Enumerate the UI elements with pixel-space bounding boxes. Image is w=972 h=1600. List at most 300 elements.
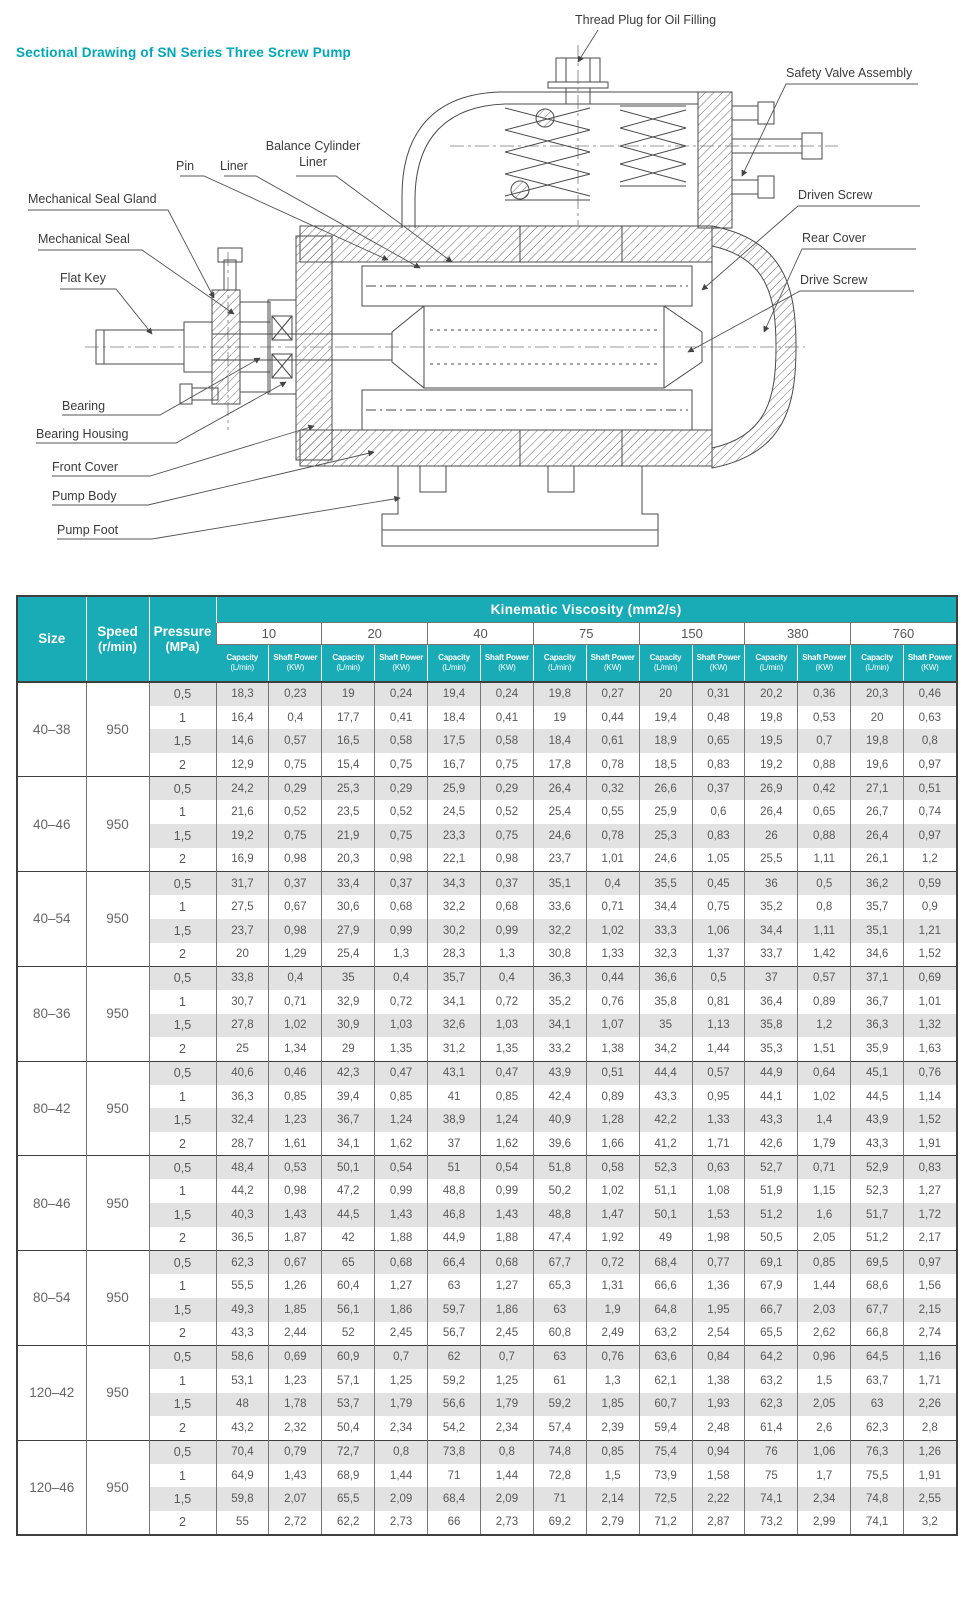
capacity-value: 64,8: [639, 1298, 692, 1322]
shaft-power-value: 1,28: [586, 1108, 639, 1132]
subheader-capacity: Capacity (L/min): [851, 644, 904, 682]
shaft-power-value: 1,71: [692, 1132, 745, 1156]
capacity-value: 19,4: [639, 706, 692, 730]
capacity-value: 26,9: [745, 777, 798, 801]
capacity-value: 19,2: [745, 753, 798, 777]
subheader-shaft-power: Shaft Power (KW): [375, 644, 428, 682]
shaft-power-value: 2,73: [375, 1511, 428, 1535]
shaft-power-value: 0,68: [375, 1251, 428, 1275]
capacity-value: 68,9: [322, 1464, 375, 1488]
capacity-value: 36,3: [851, 1014, 904, 1038]
shaft-power-value: 1,23: [269, 1369, 322, 1393]
shaft-power-value: 0,83: [904, 1156, 957, 1180]
capacity-value: 19,4: [428, 682, 481, 706]
shaft-power-value: 2,07: [269, 1487, 322, 1511]
capacity-value: 46,8: [428, 1203, 481, 1227]
capacity-value: 43,9: [533, 1061, 586, 1085]
capacity-value: 41: [428, 1085, 481, 1109]
label-pin: Pin: [176, 159, 195, 173]
performance-table: [16, 595, 958, 1536]
shaft-power-value: 0,51: [904, 777, 957, 801]
shaft-power-value: 1,62: [375, 1132, 428, 1156]
shaft-power-value: 0,58: [480, 729, 533, 753]
capacity-value: 27,5: [216, 895, 269, 919]
capacity-value: 73,9: [639, 1464, 692, 1488]
capacity-value: 44,9: [745, 1061, 798, 1085]
capacity-value: 17,8: [533, 753, 586, 777]
performance-table-wrap: [16, 595, 958, 1536]
table-row: [17, 1298, 957, 1322]
capacity-value: 43,3: [216, 1322, 269, 1346]
capacity-value: 26,4: [851, 824, 904, 848]
shaft-power-value: 0,75: [269, 824, 322, 848]
capacity-value: 50,1: [322, 1156, 375, 1180]
capacity-value: 23,7: [216, 919, 269, 943]
capacity-value: 36,5: [216, 1227, 269, 1251]
capacity-value: 19,5: [745, 729, 798, 753]
shaft-power-value: 0,45: [692, 872, 745, 896]
shaft-power-value: 0,98: [269, 848, 322, 872]
shaft-power-value: 1,16: [904, 1345, 957, 1369]
capacity-value: 68,4: [639, 1251, 692, 1275]
capacity-value: 43,1: [428, 1061, 481, 1085]
capacity-value: 52: [322, 1322, 375, 1346]
shaft-power-value: 0,41: [480, 706, 533, 730]
shaft-power-value: 0,99: [375, 919, 428, 943]
capacity-value: 26,4: [745, 800, 798, 824]
capacity-value: 71,2: [639, 1511, 692, 1535]
capacity-value: 75,5: [851, 1464, 904, 1488]
shaft-power-value: 0,76: [586, 1345, 639, 1369]
capacity-value: 62,1: [639, 1369, 692, 1393]
shaft-power-value: 0,47: [375, 1061, 428, 1085]
shaft-power-value: 1,86: [480, 1298, 533, 1322]
shaft-power-value: 1,79: [480, 1393, 533, 1417]
shaft-power-value: 1,7: [798, 1464, 851, 1488]
shaft-power-value: 1,03: [375, 1014, 428, 1038]
table-row: [17, 1179, 957, 1203]
shaft-power-value: 0,37: [480, 872, 533, 896]
shaft-power-value: 1,6: [798, 1203, 851, 1227]
shaft-power-value: 0,5: [692, 966, 745, 990]
capacity-value: 66,6: [639, 1274, 692, 1298]
shaft-power-value: 1,02: [798, 1085, 851, 1109]
shaft-power-value: 2,34: [375, 1416, 428, 1440]
capacity-value: 24,5: [428, 800, 481, 824]
capacity-value: 35,8: [639, 990, 692, 1014]
shaft-power-value: 0,85: [586, 1440, 639, 1464]
capacity-value: 68,4: [428, 1487, 481, 1511]
shaft-power-value: 1,62: [480, 1132, 533, 1156]
capacity-value: 34,1: [322, 1132, 375, 1156]
shaft-power-value: 1,27: [480, 1274, 533, 1298]
capacity-value: 50,5: [745, 1227, 798, 1251]
capacity-value: 32,6: [428, 1014, 481, 1038]
capacity-value: 62,3: [216, 1251, 269, 1275]
capacity-value: 33,7: [745, 943, 798, 967]
speed-cell: 950: [86, 777, 149, 872]
shaft-power-value: 1,27: [904, 1179, 957, 1203]
capacity-value: 18,3: [216, 682, 269, 706]
col-header-pressure: [149, 596, 216, 682]
subheader-capacity: Capacity (L/min): [745, 644, 798, 682]
shaft-power-value: 2,34: [480, 1416, 533, 1440]
capacity-value: 34,3: [428, 872, 481, 896]
shaft-power-value: 0,37: [692, 777, 745, 801]
shaft-power-value: 0,75: [480, 824, 533, 848]
capacity-value: 72,8: [533, 1464, 586, 1488]
subheader-capacity: Capacity (L/min): [428, 644, 481, 682]
shaft-power-value: 2,22: [692, 1487, 745, 1511]
table-row: [17, 1251, 957, 1275]
capacity-value: 19: [533, 706, 586, 730]
shaft-power-value: 0,99: [480, 919, 533, 943]
pressure-cell: 1,5: [149, 1393, 216, 1417]
capacity-value: 35,1: [533, 872, 586, 896]
size-group: [17, 966, 957, 1061]
label-bearing: Bearing: [62, 399, 106, 413]
capacity-value: 44,2: [216, 1179, 269, 1203]
capacity-value: 59,8: [216, 1487, 269, 1511]
shaft-power-value: 1,08: [692, 1179, 745, 1203]
capacity-value: 44,9: [428, 1227, 481, 1251]
viscosity-value: 75: [533, 622, 639, 644]
subheader-shaft-power: Shaft Power (KW): [692, 644, 745, 682]
shaft-power-value: 0,48: [692, 706, 745, 730]
capacity-value: 52,3: [639, 1156, 692, 1180]
capacity-value: 58,6: [216, 1345, 269, 1369]
shaft-power-value: 0,32: [586, 777, 639, 801]
table-row: [17, 824, 957, 848]
pump-sectional-drawing: [0, 0, 972, 588]
capacity-value: 36,7: [851, 990, 904, 1014]
capacity-value: 40,6: [216, 1061, 269, 1085]
shaft-power-value: 2,15: [904, 1298, 957, 1322]
capacity-value: 48: [216, 1393, 269, 1417]
capacity-value: 27,9: [322, 919, 375, 943]
pressure-cell: 0,5: [149, 777, 216, 801]
shaft-power-value: 0,57: [692, 1061, 745, 1085]
capacity-value: 33,4: [322, 872, 375, 896]
shaft-power-value: 0,69: [269, 1345, 322, 1369]
shaft-power-value: 0,8: [904, 729, 957, 753]
size-group: [17, 682, 957, 777]
capacity-value: 70,4: [216, 1440, 269, 1464]
speed-cell: 950: [86, 1345, 149, 1440]
capacity-value: 63,7: [851, 1369, 904, 1393]
shaft-power-value: 0,72: [480, 990, 533, 1014]
capacity-value: 35: [639, 1014, 692, 1038]
capacity-value: 44,5: [851, 1085, 904, 1109]
shaft-power-value: 1,36: [692, 1274, 745, 1298]
capacity-value: 25,9: [639, 800, 692, 824]
size-group: [17, 777, 957, 872]
shaft-power-value: 0,85: [269, 1085, 322, 1109]
size-group: [17, 1345, 957, 1440]
shaft-power-value: 0,4: [269, 706, 322, 730]
capacity-value: 24,6: [639, 848, 692, 872]
shaft-power-value: 1,91: [904, 1132, 957, 1156]
shaft-power-value: 0,97: [904, 753, 957, 777]
capacity-value: 67,7: [533, 1251, 586, 1275]
shaft-power-value: 0,9: [904, 895, 957, 919]
capacity-value: 24,2: [216, 777, 269, 801]
label-safety-valve: Safety Valve Assembly: [786, 66, 913, 80]
table-row: [17, 872, 957, 896]
shaft-power-value: 0,57: [269, 729, 322, 753]
capacity-value: 53,7: [322, 1393, 375, 1417]
shaft-power-value: 1,79: [798, 1132, 851, 1156]
shaft-power-value: 0,75: [375, 824, 428, 848]
capacity-value: 56,6: [428, 1393, 481, 1417]
shaft-power-value: 0,88: [798, 824, 851, 848]
shaft-power-value: 1,51: [798, 1037, 851, 1061]
table-row: [17, 1227, 957, 1251]
shaft-power-value: 0,98: [269, 1179, 322, 1203]
shaft-power-value: 0,79: [269, 1440, 322, 1464]
table-row: [17, 800, 957, 824]
shaft-power-value: 0,37: [269, 872, 322, 896]
pressure-cell: 1,5: [149, 1487, 216, 1511]
table-row: [17, 1416, 957, 1440]
shaft-power-value: 1,35: [375, 1037, 428, 1061]
capacity-value: 48,4: [216, 1156, 269, 1180]
shaft-power-value: 0,68: [480, 1251, 533, 1275]
table-header: [17, 596, 957, 682]
pressure-cell: 2: [149, 1227, 216, 1251]
capacity-value: 36,4: [745, 990, 798, 1014]
table-row: [17, 848, 957, 872]
shaft-power-value: 0,94: [692, 1440, 745, 1464]
shaft-power-value: 1,79: [375, 1393, 428, 1417]
shaft-power-value: 2,73: [480, 1511, 533, 1535]
table-row: [17, 1369, 957, 1393]
shaft-power-value: 0,55: [586, 800, 639, 824]
shaft-power-value: 1,63: [904, 1037, 957, 1061]
subheader-capacity: Capacity (L/min): [533, 644, 586, 682]
capacity-value: 43,3: [851, 1132, 904, 1156]
capacity-value: 41,2: [639, 1132, 692, 1156]
capacity-value: 26: [745, 824, 798, 848]
shaft-power-value: 0,24: [480, 682, 533, 706]
shaft-power-value: 1,33: [692, 1108, 745, 1132]
capacity-value: 51,9: [745, 1179, 798, 1203]
shaft-power-value: 0,4: [269, 966, 322, 990]
shaft-power-value: 1,42: [798, 943, 851, 967]
capacity-value: 44,4: [639, 1061, 692, 1085]
capacity-value: 56,1: [322, 1298, 375, 1322]
subheader-capacity: Capacity (L/min): [639, 644, 692, 682]
capacity-value: 43,9: [851, 1108, 904, 1132]
shaft-power-value: 1,85: [269, 1298, 322, 1322]
capacity-value: 20,3: [851, 682, 904, 706]
shaft-power-value: 2,45: [480, 1322, 533, 1346]
capacity-value: 64,5: [851, 1345, 904, 1369]
label-front-cover: Front Cover: [52, 460, 118, 474]
shaft-power-value: 0,54: [480, 1156, 533, 1180]
table-row: [17, 1487, 957, 1511]
capacity-value: 35,7: [851, 895, 904, 919]
shaft-power-value: 1,11: [798, 848, 851, 872]
shaft-power-value: 2,44: [269, 1322, 322, 1346]
shaft-power-value: 0,24: [375, 682, 428, 706]
shaft-power-value: 0,65: [798, 800, 851, 824]
shaft-power-value: 0,88: [798, 753, 851, 777]
capacity-value: 56,7: [428, 1322, 481, 1346]
shaft-power-value: 2,45: [375, 1322, 428, 1346]
capacity-value: 57,4: [533, 1416, 586, 1440]
shaft-power-value: 1,5: [798, 1369, 851, 1393]
capacity-value: 75,4: [639, 1440, 692, 1464]
capacity-value: 24,6: [533, 824, 586, 848]
capacity-value: 62,2: [322, 1511, 375, 1535]
pressure-cell: 0,5: [149, 682, 216, 706]
pressure-label: Pressure: [153, 624, 212, 640]
shaft-power-value: 1,06: [798, 1440, 851, 1464]
shaft-power-value: 0,78: [586, 753, 639, 777]
capacity-value: 19: [322, 682, 375, 706]
shaft-power-value: 1,37: [692, 943, 745, 967]
capacity-value: 65: [322, 1251, 375, 1275]
capacity-value: 31,2: [428, 1037, 481, 1061]
capacity-value: 27,8: [216, 1014, 269, 1038]
capacity-value: 63: [851, 1393, 904, 1417]
shaft-power-value: 0,23: [269, 682, 322, 706]
pressure-cell: 1: [149, 1179, 216, 1203]
capacity-value: 26,6: [639, 777, 692, 801]
shaft-power-value: 1,93: [692, 1393, 745, 1417]
shaft-power-value: 1,86: [375, 1298, 428, 1322]
table-row: [17, 1108, 957, 1132]
shaft-power-value: 0,7: [480, 1345, 533, 1369]
shaft-power-value: 0,46: [904, 682, 957, 706]
capacity-value: 36,6: [639, 966, 692, 990]
pressure-cell: 2: [149, 1132, 216, 1156]
shaft-power-value: 1,52: [904, 1108, 957, 1132]
shaft-power-value: 2,54: [692, 1322, 745, 1346]
shaft-power-value: 0,52: [269, 800, 322, 824]
table-row: [17, 966, 957, 990]
shaft-power-value: 0,53: [269, 1156, 322, 1180]
shaft-power-value: 2,09: [480, 1487, 533, 1511]
capacity-value: 21,9: [322, 824, 375, 848]
capacity-value: 64,9: [216, 1464, 269, 1488]
speed-cell: 950: [86, 1156, 149, 1251]
shaft-power-value: 1,13: [692, 1014, 745, 1038]
capacity-value: 14,6: [216, 729, 269, 753]
table-row: [17, 1322, 957, 1346]
pressure-cell: 1,5: [149, 1203, 216, 1227]
viscosity-value: 40: [428, 622, 534, 644]
subheader-shaft-power: Shaft Power (KW): [586, 644, 639, 682]
table-row: [17, 1274, 957, 1298]
pressure-cell: 1,5: [149, 1014, 216, 1038]
label-mechanical-seal: Mechanical Seal: [38, 232, 130, 246]
shaft-power-value: 0,47: [480, 1061, 533, 1085]
size-cell: 80–36: [17, 966, 86, 1061]
subheader-shaft-power: Shaft Power (KW): [904, 644, 957, 682]
shaft-power-value: 0,6: [692, 800, 745, 824]
capacity-value: 39,4: [322, 1085, 375, 1109]
table-row: [17, 990, 957, 1014]
shaft-power-value: 0,75: [375, 753, 428, 777]
table-row: [17, 1393, 957, 1417]
shaft-power-value: 1,72: [904, 1203, 957, 1227]
shaft-power-value: 0,75: [269, 753, 322, 777]
capacity-value: 26,4: [533, 777, 586, 801]
capacity-value: 28,7: [216, 1132, 269, 1156]
capacity-value: 30,9: [322, 1014, 375, 1038]
shaft-power-value: 1,33: [586, 943, 639, 967]
capacity-value: 60,4: [322, 1274, 375, 1298]
capacity-value: 53,1: [216, 1369, 269, 1393]
shaft-power-value: 0,71: [269, 990, 322, 1014]
shaft-power-value: 0,72: [586, 1251, 639, 1275]
shaft-power-value: 1,66: [586, 1132, 639, 1156]
capacity-value: 71: [533, 1487, 586, 1511]
shaft-power-value: 1,02: [586, 919, 639, 943]
shaft-power-value: 0,85: [480, 1085, 533, 1109]
shaft-power-value: 1,32: [904, 1014, 957, 1038]
pressure-cell: 1: [149, 1085, 216, 1109]
capacity-value: 35,2: [533, 990, 586, 1014]
capacity-value: 34,1: [533, 1014, 586, 1038]
capacity-value: 69,2: [533, 1511, 586, 1535]
capacity-value: 55,5: [216, 1274, 269, 1298]
pressure-cell: 2: [149, 1322, 216, 1346]
subheader-capacity: Capacity (L/min): [216, 644, 269, 682]
shaft-power-value: 1,26: [904, 1440, 957, 1464]
shaft-power-value: 0,58: [375, 729, 428, 753]
capacity-value: 52,9: [851, 1156, 904, 1180]
speed-cell: 950: [86, 1440, 149, 1535]
shaft-power-value: 1,29: [269, 943, 322, 967]
capacity-value: 63,6: [639, 1345, 692, 1369]
shaft-power-value: 2,6: [798, 1416, 851, 1440]
capacity-value: 63,2: [745, 1369, 798, 1393]
pressure-cell: 1: [149, 1464, 216, 1488]
shaft-power-value: 0,53: [798, 706, 851, 730]
capacity-value: 55: [216, 1511, 269, 1535]
shaft-power-value: 2,32: [269, 1416, 322, 1440]
capacity-value: 23,7: [533, 848, 586, 872]
capacity-value: 62,3: [851, 1416, 904, 1440]
capacity-value: 50,1: [639, 1203, 692, 1227]
capacity-value: 19,8: [851, 729, 904, 753]
label-drive-screw: Drive Screw: [800, 273, 868, 287]
pressure-cell: 1: [149, 990, 216, 1014]
shaft-power-value: 2,49: [586, 1322, 639, 1346]
table-row: [17, 1345, 957, 1369]
table-row: [17, 1014, 957, 1038]
capacity-value: 32,4: [216, 1108, 269, 1132]
capacity-value: 35,9: [851, 1037, 904, 1061]
shaft-power-value: 0,95: [692, 1085, 745, 1109]
shaft-power-value: 2,14: [586, 1487, 639, 1511]
shaft-power-value: 0,67: [269, 1251, 322, 1275]
shaft-power-value: 1,05: [692, 848, 745, 872]
shaft-power-value: 1,07: [586, 1014, 639, 1038]
pressure-cell: 1,5: [149, 824, 216, 848]
shaft-power-value: 1,43: [375, 1203, 428, 1227]
shaft-power-value: 0,84: [692, 1345, 745, 1369]
shaft-power-value: 0,99: [375, 1179, 428, 1203]
viscosity-value: 150: [639, 622, 745, 644]
shaft-power-value: 1,44: [692, 1037, 745, 1061]
capacity-value: 36: [745, 872, 798, 896]
shaft-power-value: 0,97: [904, 824, 957, 848]
pressure-cell: 1,5: [149, 729, 216, 753]
